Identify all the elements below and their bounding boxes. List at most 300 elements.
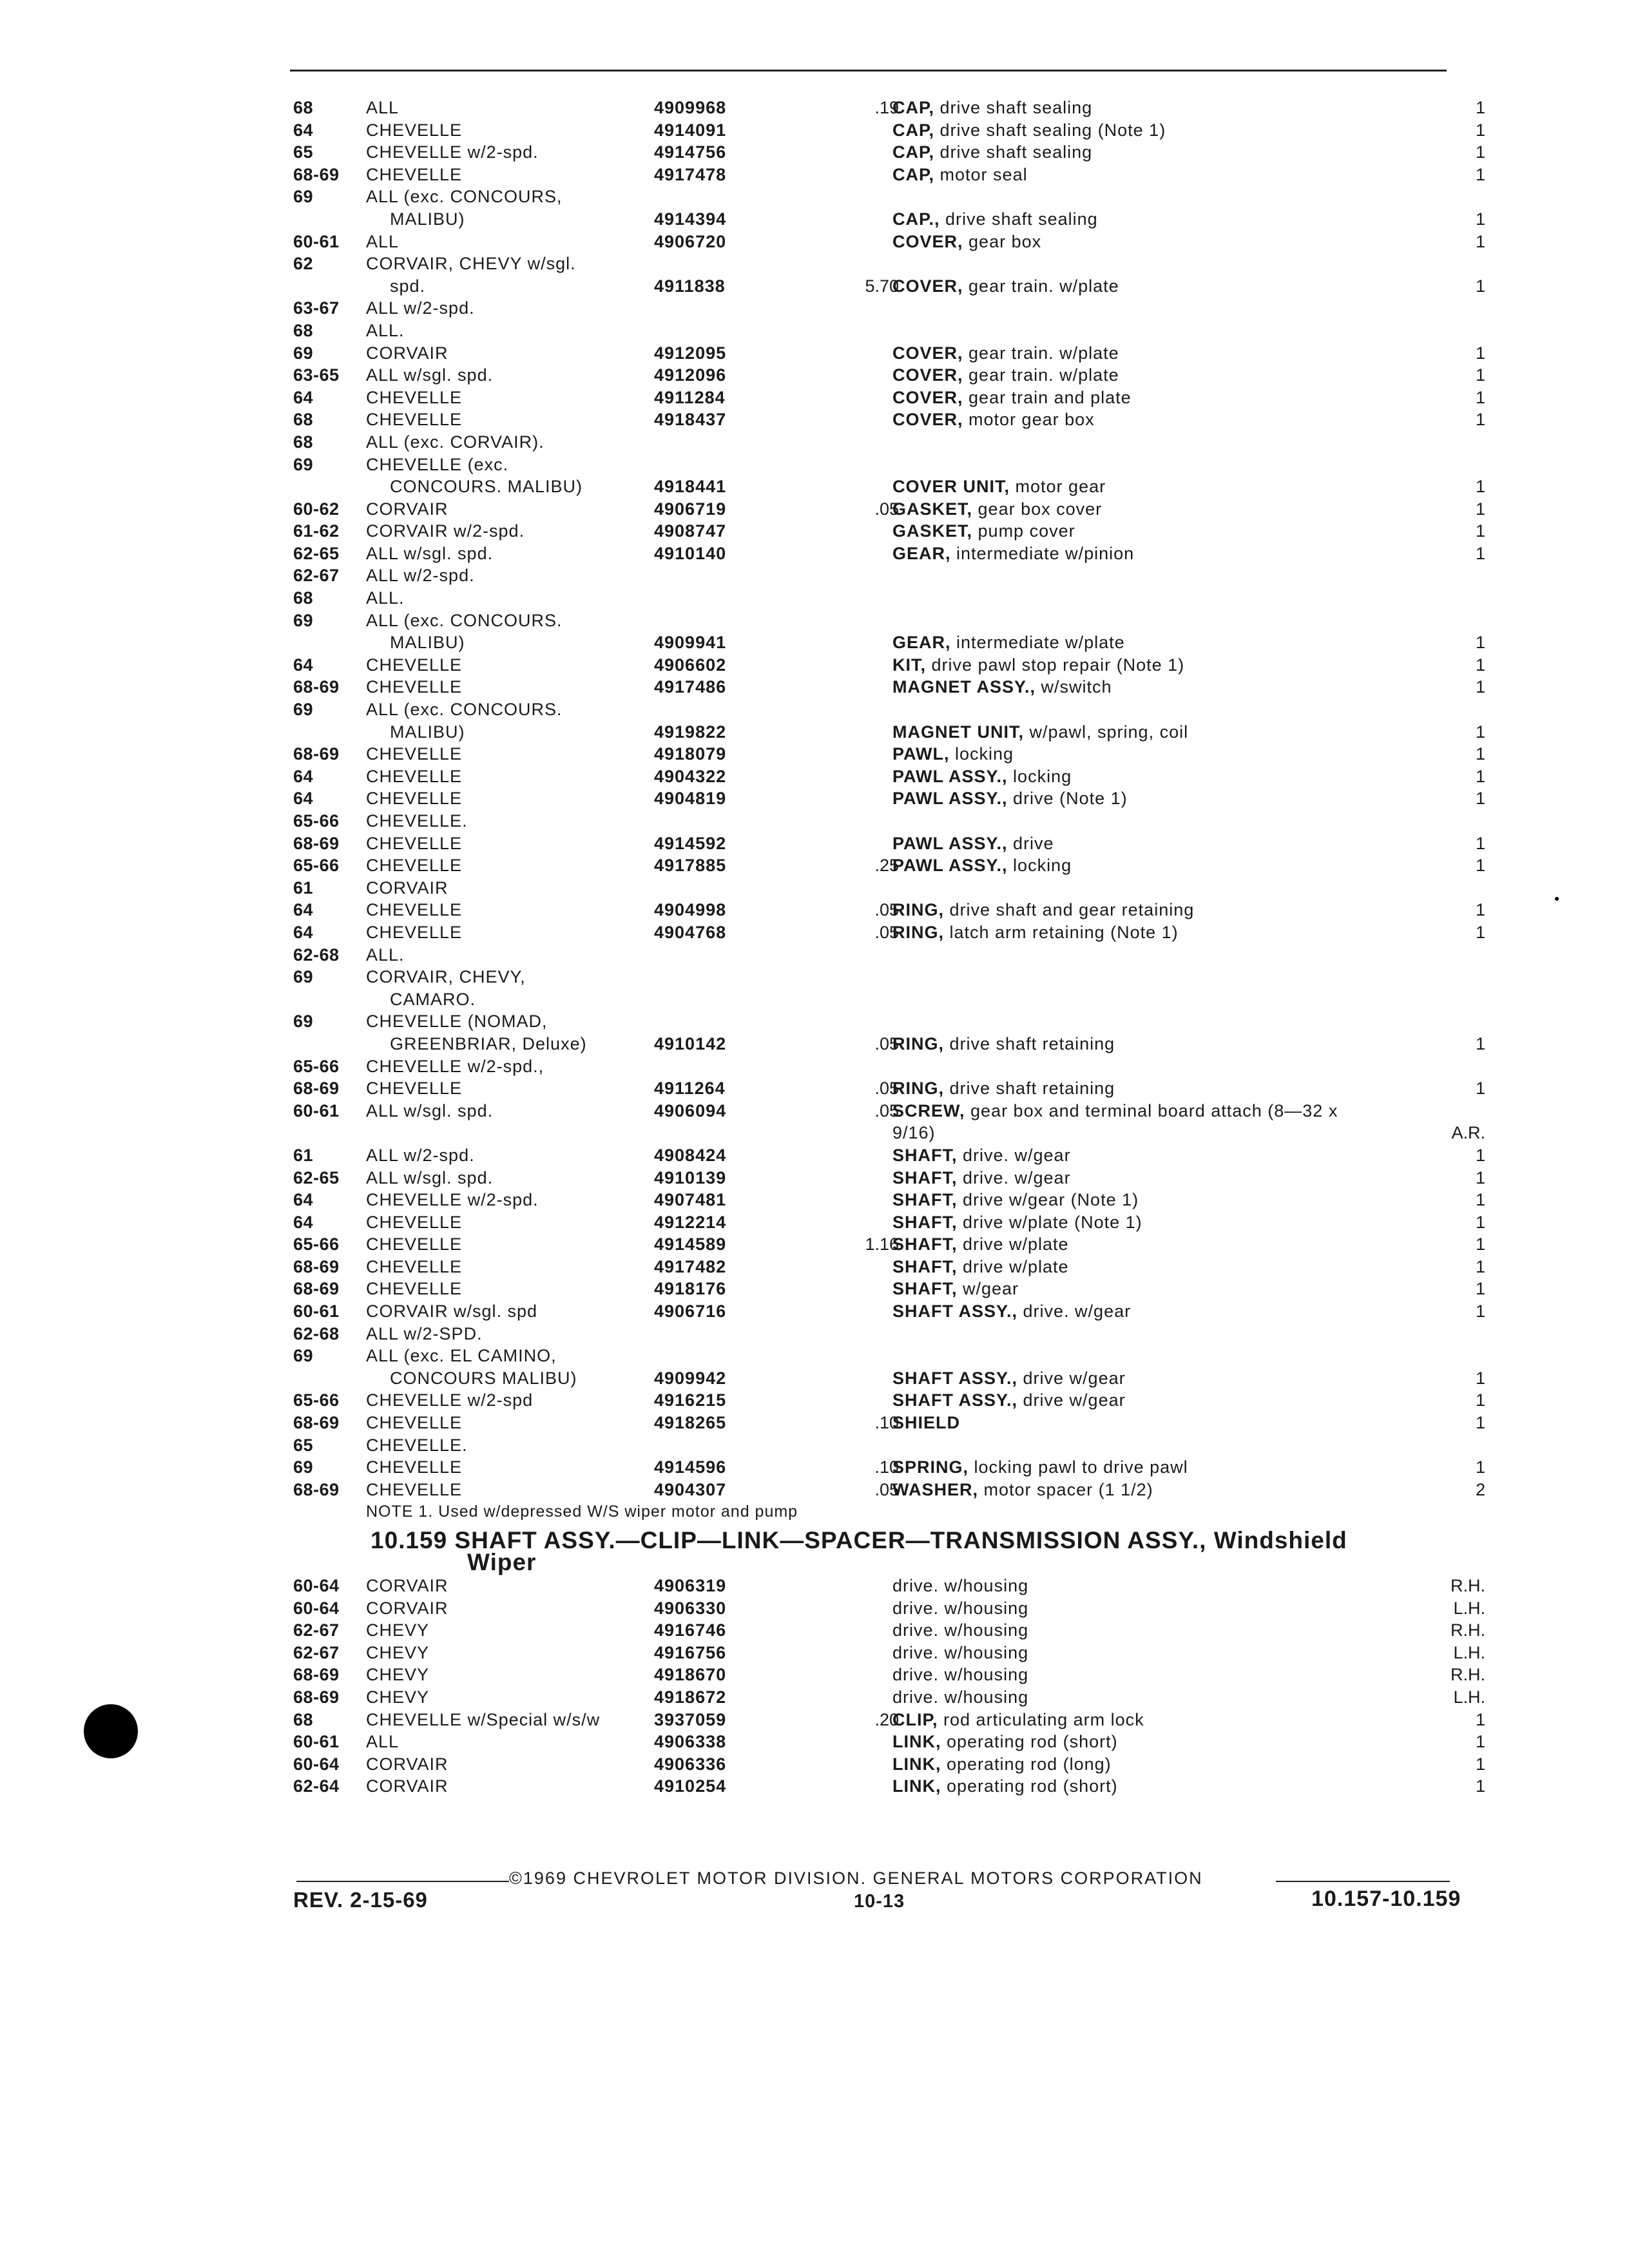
- row-part-number: 4917486: [654, 677, 727, 697]
- row-description-detail: motor gear: [1010, 477, 1106, 497]
- row-price: .20: [874, 1709, 899, 1729]
- row-description: [892, 721, 1188, 744]
- row-description: [892, 743, 1014, 765]
- table-row: [293, 988, 1485, 1011]
- row-quantity: 1: [1475, 1302, 1485, 1321]
- table-row: [293, 631, 1485, 654]
- row-model: CHEVY: [366, 1665, 430, 1685]
- row-part-number: 4910142: [654, 1033, 727, 1053]
- copyright: ©1969 CHEVROLET MOTOR DIVISION. GENERAL MOTORS CORPORATION: [509, 1869, 1203, 1888]
- row-part-number: 4919822: [654, 722, 727, 742]
- revision-date: REV. 2-15-69: [293, 1888, 428, 1912]
- row-description: [892, 476, 1106, 498]
- row-part-number: 4910140: [654, 543, 727, 563]
- note-row: [293, 1501, 1485, 1523]
- top-rule: [290, 70, 1447, 72]
- row-description-name: SHAFT,: [892, 1256, 958, 1276]
- row-quantity: 1: [1475, 1709, 1485, 1729]
- row-description-detail: intermediate w/plate: [950, 633, 1125, 653]
- row-part-number: 4909942: [654, 1368, 727, 1388]
- row-description: [892, 654, 1184, 677]
- row-description: [892, 1077, 1115, 1100]
- row-quantity: 1: [1475, 1190, 1485, 1210]
- row-description-name: PAWL ASSY.,: [892, 833, 1008, 853]
- row-quantity: 1: [1475, 1732, 1485, 1752]
- row-model: ALL.: [366, 320, 405, 340]
- row-description-name: CAP,: [892, 164, 935, 184]
- row-description: [892, 498, 1102, 521]
- row-model: CORVAIR, CHEVY w/sgl.: [366, 254, 576, 274]
- row-description-detail: operating rod (long): [941, 1754, 1112, 1774]
- row-description-name: MAGNET ASSY.,: [892, 677, 1036, 697]
- row-description-detail: drive shaft sealing: [934, 142, 1093, 162]
- table-row: [293, 1389, 1485, 1412]
- row-part-number: 4906716: [654, 1302, 727, 1321]
- table-row: [293, 1456, 1485, 1479]
- row-description-detail: drive shaft sealing: [934, 98, 1093, 117]
- row-description-name: SHAFT,: [892, 1168, 958, 1187]
- row-model: CHEVELLE: [366, 410, 463, 430]
- row-quantity: 1: [1475, 387, 1485, 407]
- row-model: CORVAIR w/2-spd.: [366, 521, 525, 541]
- table-row: [293, 498, 1485, 521]
- row-model: CHEVELLE: [366, 856, 463, 876]
- row-description-detail: drive shaft retaining: [944, 1079, 1115, 1099]
- row-model: CHEVELLE.: [366, 1435, 468, 1455]
- row-description-detail: drive. w/gear: [957, 1145, 1071, 1165]
- row-quantity: 1: [1475, 766, 1485, 786]
- row-quantity: L.H.: [1453, 1642, 1485, 1662]
- row-model: CHEVELLE: [366, 120, 463, 140]
- row-part-number: 4918265: [654, 1413, 727, 1433]
- row-part-number: 4914592: [654, 833, 727, 853]
- row-description: [892, 231, 1041, 253]
- table-row: [293, 698, 1485, 721]
- row-model: CORVAIR: [366, 499, 448, 519]
- row-description: [892, 1686, 1028, 1709]
- row-year: 68-69: [293, 1413, 340, 1433]
- row-part-number: 4917885: [654, 856, 727, 876]
- row-model: CHEVELLE: [366, 1079, 463, 1099]
- row-description: [892, 1122, 936, 1144]
- row-description-name: SHAFT ASSY.,: [892, 1302, 1018, 1321]
- table-row: [293, 1167, 1485, 1189]
- table-row: [293, 1122, 1485, 1144]
- row-quantity: 1: [1475, 521, 1485, 541]
- row-year: 68-69: [293, 744, 340, 764]
- table-row: [293, 320, 1485, 342]
- row-quantity: 1: [1475, 343, 1485, 363]
- row-part-number: 4904768: [654, 922, 727, 942]
- row-quantity: 1: [1475, 499, 1485, 519]
- row-year: 65-66: [293, 1235, 340, 1254]
- row-description-name: GEAR,: [892, 543, 951, 563]
- table-row: [293, 1189, 1485, 1211]
- row-quantity: 1: [1475, 231, 1485, 251]
- row-year: 69: [293, 1457, 314, 1477]
- row-quantity: 1: [1475, 677, 1485, 697]
- row-year: 65: [293, 142, 314, 162]
- table-row: [293, 387, 1485, 409]
- row-model: CHEVELLE: [366, 387, 463, 407]
- row-part-number: 4918441: [654, 477, 727, 497]
- row-year: 65: [293, 1435, 314, 1455]
- table-row: [293, 1479, 1485, 1501]
- row-description: [892, 1456, 1188, 1479]
- table-row: [293, 1686, 1485, 1709]
- row-quantity: 1: [1475, 142, 1485, 162]
- row-year: 69: [293, 1346, 314, 1366]
- row-quantity: 1: [1475, 633, 1485, 653]
- table-row: [293, 1233, 1485, 1256]
- row-description-name: PAWL,: [892, 744, 950, 764]
- row-year: 69: [293, 1012, 314, 1032]
- table-row: [293, 543, 1485, 565]
- row-year: 61: [293, 1145, 314, 1165]
- row-description-name: PAWL ASSY.,: [892, 766, 1008, 786]
- row-year: 61: [293, 878, 314, 898]
- row-part-number: 4918176: [654, 1279, 727, 1299]
- row-quantity: R.H.: [1451, 1576, 1485, 1595]
- row-description-name: COVER,: [892, 276, 963, 296]
- row-price: .05: [874, 900, 899, 920]
- row-description-name: LINK,: [892, 1754, 941, 1774]
- row-part-number: 4906338: [654, 1732, 727, 1752]
- row-description: [892, 1642, 1028, 1664]
- table-row: [293, 564, 1485, 587]
- row-part-number: 4909941: [654, 633, 727, 653]
- row-description: [892, 408, 1095, 431]
- row-model: CORVAIR: [366, 1576, 448, 1595]
- row-description: [892, 141, 1092, 164]
- row-model: CHEVELLE w/2-spd.: [366, 142, 539, 162]
- table-row: [293, 610, 1485, 632]
- row-description-detail: gear train. w/plate: [963, 276, 1119, 296]
- row-model: CHEVELLE: [366, 1479, 463, 1499]
- row-model: CHEVELLE (exc.: [366, 454, 509, 474]
- row-quantity: 1: [1475, 1279, 1485, 1299]
- row-year: 63-65: [293, 365, 340, 385]
- row-description-detail: operating rod (short): [941, 1776, 1118, 1796]
- row-description-name: LINK,: [892, 1776, 941, 1796]
- table-row: [293, 721, 1485, 744]
- row-part-number: 4910139: [654, 1168, 727, 1187]
- row-year: 68: [293, 410, 314, 430]
- row-description: [892, 1100, 1338, 1122]
- row-description-name: CAP.,: [892, 209, 940, 229]
- row-price: .05: [874, 1479, 899, 1499]
- row-year: 69: [293, 454, 314, 474]
- row-description-name: SHAFT ASSY.,: [892, 1368, 1018, 1388]
- row-model: CAMARO.: [390, 989, 476, 1009]
- row-quantity: 1: [1475, 655, 1485, 675]
- table-row: [293, 1367, 1485, 1390]
- table-row: [293, 253, 1485, 275]
- row-description-detail: drive. w/gear: [957, 1168, 1071, 1187]
- table-row: [293, 1412, 1485, 1434]
- row-quantity: 2: [1475, 1479, 1485, 1499]
- row-part-number: 4909968: [654, 98, 727, 117]
- row-part-number: 4906602: [654, 655, 727, 675]
- section-heading: [293, 1523, 1485, 1575]
- row-model: ALL w/sgl. spd.: [366, 365, 494, 385]
- row-year: 68: [293, 320, 314, 340]
- row-part-number: 4916756: [654, 1642, 727, 1662]
- row-description-name: COVER,: [892, 410, 963, 430]
- row-description-detail: drive w/plate: [957, 1235, 1069, 1254]
- row-part-number: 4911284: [654, 387, 726, 407]
- row-description: [892, 1775, 1118, 1798]
- row-description-detail: drive w/gear (Note 1): [957, 1190, 1139, 1210]
- row-year: 61-62: [293, 521, 340, 541]
- table-row: [293, 164, 1485, 186]
- row-part-number: 4914596: [654, 1457, 727, 1477]
- table-row: [293, 208, 1485, 231]
- row-description-detail: 9/16): [892, 1123, 936, 1143]
- row-description-detail: drive. w/housing: [892, 1665, 1029, 1685]
- table-row: [293, 342, 1485, 365]
- row-description-detail: motor spacer (1 1/2): [978, 1479, 1153, 1499]
- row-year: 60-64: [293, 1754, 340, 1774]
- row-year: 62-65: [293, 543, 340, 563]
- section-reference: 10.157-10.159: [1311, 1887, 1461, 1911]
- table-row: [293, 787, 1485, 810]
- table-row: [293, 1709, 1485, 1731]
- row-description-detail: intermediate w/pinion: [950, 543, 1135, 563]
- row-description-detail: drive w/gear: [1017, 1390, 1126, 1410]
- row-model: CHEVELLE: [366, 655, 463, 675]
- row-model: CORVAIR: [366, 343, 448, 363]
- row-quantity: 1: [1475, 722, 1485, 742]
- row-quantity: 1: [1475, 1168, 1485, 1187]
- row-year: 68-69: [293, 1479, 340, 1499]
- row-description-detail: drive (Note 1): [1007, 789, 1128, 809]
- row-model: CHEVELLE: [366, 744, 463, 764]
- row-model: CONCOURS MALIBU): [390, 1368, 577, 1388]
- row-quantity: 1: [1475, 477, 1485, 497]
- row-description-detail: drive w/plate (Note 1): [957, 1212, 1142, 1232]
- row-quantity: 1: [1475, 1390, 1485, 1410]
- row-part-number: 4912096: [654, 365, 727, 385]
- row-model: CORVAIR: [366, 1598, 448, 1618]
- table-row: [293, 810, 1485, 832]
- row-description-detail: drive. w/housing: [892, 1642, 1029, 1662]
- row-description-detail: locking: [949, 744, 1014, 764]
- row-description-name: COVER,: [892, 387, 963, 407]
- row-quantity: 1: [1475, 1079, 1485, 1099]
- row-description-name: RING,: [892, 1033, 945, 1053]
- table-row: [293, 1597, 1485, 1620]
- row-description-detail: drive. w/housing: [892, 1620, 1029, 1640]
- row-year: 60-62: [293, 499, 340, 519]
- row-model: MALIBU): [390, 722, 465, 742]
- row-quantity: 1: [1475, 1754, 1485, 1774]
- row-year: 64: [293, 922, 314, 942]
- row-year: 64: [293, 1212, 314, 1232]
- row-description: [892, 1033, 1115, 1055]
- row-description: [892, 208, 1098, 231]
- row-model: ALL w/2-SPD.: [366, 1323, 483, 1343]
- row-quantity: 1: [1475, 1235, 1485, 1254]
- row-description-detail: drive shaft sealing: [940, 209, 1098, 229]
- row-model: CHEVELLE: [366, 833, 463, 853]
- row-description-name: PAWL ASSY.,: [892, 789, 1008, 809]
- page-number: 10-13: [854, 1891, 905, 1912]
- row-quantity: 1: [1475, 1457, 1485, 1477]
- row-quantity: L.H.: [1453, 1598, 1485, 1618]
- row-description: [892, 364, 1119, 387]
- row-part-number: 4906330: [654, 1598, 727, 1618]
- row-quantity: 1: [1475, 1033, 1485, 1053]
- row-price: .05: [874, 1079, 899, 1099]
- row-year: 69: [293, 967, 314, 987]
- row-part-number: 4914091: [654, 120, 727, 140]
- row-part-number: 4908424: [654, 1145, 727, 1165]
- row-year: 60-64: [293, 1598, 340, 1618]
- row-year: 60-61: [293, 1100, 340, 1120]
- row-model: CHEVELLE: [366, 900, 463, 920]
- row-quantity: 1: [1475, 543, 1485, 563]
- row-description: [892, 97, 1092, 119]
- table-row: [293, 1144, 1485, 1167]
- row-description-name: GASKET,: [892, 521, 973, 541]
- table-row: [293, 1256, 1485, 1278]
- row-model: ALL.: [366, 588, 405, 608]
- row-description-detail: drive. w/housing: [892, 1598, 1029, 1618]
- row-description-detail: drive w/gear: [1017, 1368, 1126, 1388]
- row-description: [892, 1367, 1126, 1390]
- row-model: ALL (exc. CONCOURS.: [366, 610, 563, 630]
- row-part-number: 4906319: [654, 1576, 727, 1595]
- row-year: 68: [293, 98, 314, 117]
- row-description-detail: drive: [1007, 833, 1054, 853]
- row-description-detail: gear train and plate: [963, 387, 1132, 407]
- row-year: 68-69: [293, 1665, 340, 1685]
- row-quantity: 1: [1475, 1368, 1485, 1388]
- row-description-name: SHIELD: [892, 1413, 961, 1433]
- table-row: [293, 1619, 1485, 1642]
- row-description-detail: drive pawl stop repair (Note 1): [926, 655, 1185, 675]
- row-price: .05: [874, 1100, 899, 1120]
- table-row: [293, 765, 1485, 788]
- row-part-number: 4916746: [654, 1620, 727, 1640]
- row-quantity: 1: [1475, 789, 1485, 809]
- table-row: [293, 97, 1485, 119]
- row-part-number: 4918079: [654, 744, 727, 764]
- row-description: [892, 1619, 1028, 1642]
- row-description-detail: motor seal: [934, 164, 1028, 184]
- table-row: [293, 141, 1485, 164]
- row-quantity: 1: [1475, 98, 1485, 117]
- row-year: 62-68: [293, 1323, 340, 1343]
- row-quantity: 1: [1475, 1145, 1485, 1165]
- row-description-name: SCREW,: [892, 1100, 965, 1120]
- row-description: [892, 342, 1119, 365]
- row-model: MALIBU): [390, 633, 465, 653]
- row-year: 62-64: [293, 1776, 340, 1796]
- table-row: [293, 186, 1485, 208]
- row-year: 68-69: [293, 833, 340, 853]
- row-year: 62: [293, 254, 314, 274]
- note-1: NOTE 1. Used w/depressed W/S wiper motor and pump: [366, 1503, 798, 1521]
- table-row: [293, 921, 1485, 944]
- row-part-number: 3937059: [654, 1709, 727, 1729]
- row-year: 62-65: [293, 1168, 340, 1187]
- row-description-detail: gear box: [963, 231, 1042, 251]
- row-quantity: 1: [1475, 1256, 1485, 1276]
- row-year: 64: [293, 387, 314, 407]
- row-price: .05: [874, 499, 899, 519]
- row-description-detail: drive. w/housing: [892, 1687, 1029, 1707]
- row-description: [892, 1412, 960, 1434]
- row-model: CHEVY: [366, 1642, 430, 1662]
- table-row: [293, 877, 1485, 899]
- parts-list: [293, 97, 1485, 1798]
- row-year: 60-61: [293, 1732, 340, 1752]
- row-year: 64: [293, 766, 314, 786]
- row-model: spd.: [390, 276, 426, 296]
- row-price: .10: [874, 1457, 899, 1477]
- row-model: ALL w/2-spd.: [366, 1145, 475, 1165]
- row-model: ALL: [366, 98, 400, 117]
- row-quantity: 1: [1475, 922, 1485, 942]
- row-description: [892, 543, 1134, 565]
- table-row: [293, 275, 1485, 298]
- table-row: [293, 1278, 1485, 1300]
- row-model: CORVAIR: [366, 1754, 448, 1774]
- row-description-name: CLIP,: [892, 1709, 938, 1729]
- row-description: [892, 765, 1072, 788]
- row-model: CHEVY: [366, 1687, 430, 1707]
- table-row: [293, 1077, 1485, 1100]
- row-quantity: 1: [1475, 856, 1485, 876]
- row-part-number: 4917478: [654, 164, 727, 184]
- row-model: CHEVELLE: [366, 1235, 463, 1254]
- row-model: CHEVELLE: [366, 1457, 463, 1477]
- row-year: 68: [293, 432, 314, 452]
- row-description-detail: motor gear box: [963, 410, 1095, 430]
- table-row: [293, 231, 1485, 253]
- row-description-detail: rod articulating arm lock: [938, 1709, 1144, 1729]
- row-model: CHEVELLE: [366, 1256, 463, 1276]
- row-description-detail: gear train. w/plate: [963, 365, 1119, 385]
- row-model: ALL w/sgl. spd.: [366, 1100, 494, 1120]
- row-description: [892, 1211, 1142, 1234]
- row-description-name: GASKET,: [892, 499, 973, 519]
- row-model: CHEVELLE w/2-spd.: [366, 1190, 539, 1210]
- row-description-name: CAP,: [892, 120, 935, 140]
- row-price: .25: [874, 856, 899, 876]
- row-quantity: 1: [1475, 1776, 1485, 1796]
- table-row: [293, 899, 1485, 921]
- row-description-name: RING,: [892, 900, 945, 920]
- row-description: [892, 1167, 1071, 1189]
- row-description-detail: gear box and terminal board attach (8—32 x: [965, 1100, 1338, 1120]
- row-price: 1.16: [865, 1235, 899, 1254]
- row-part-number: 4904322: [654, 766, 727, 786]
- row-year: 68: [293, 1709, 314, 1729]
- row-description: [892, 1189, 1139, 1211]
- row-year: 68-69: [293, 164, 340, 184]
- row-model: ALL w/sgl. spd.: [366, 1168, 494, 1187]
- row-year: 68: [293, 588, 314, 608]
- row-description-name: SHAFT,: [892, 1235, 958, 1254]
- row-part-number: 4914394: [654, 209, 727, 229]
- row-model: CHEVELLE w/Special w/s/w: [366, 1709, 601, 1729]
- row-quantity: R.H.: [1451, 1620, 1485, 1640]
- row-year: 65-66: [293, 811, 340, 831]
- row-description-name: SHAFT ASSY.,: [892, 1390, 1018, 1410]
